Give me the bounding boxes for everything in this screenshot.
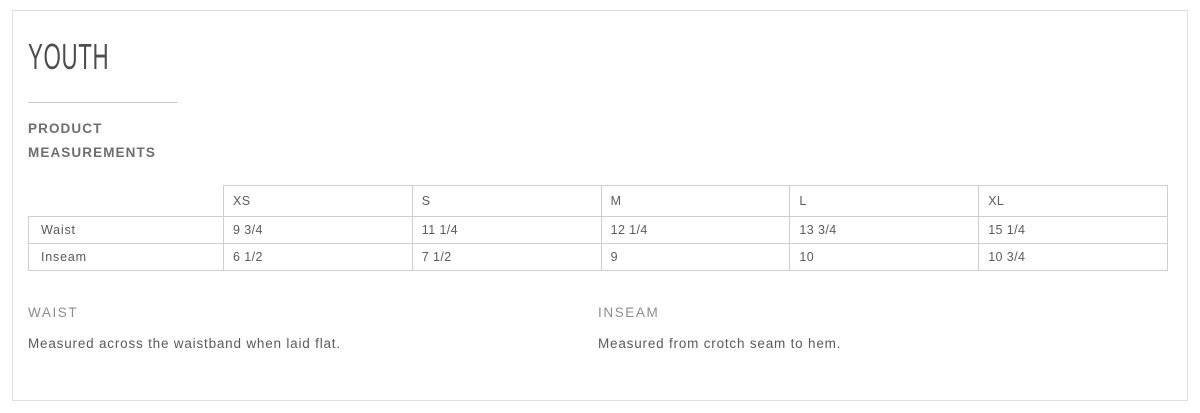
note-waist — [28, 305, 598, 351]
note-text-waist: Measured across the waistband when laid flat. — [28, 336, 341, 351]
table-row — [29, 217, 1168, 244]
measurement-notes — [28, 305, 1168, 351]
cell-inseam-l: 10 — [790, 244, 979, 271]
row-label-inseam: Inseam — [29, 244, 224, 271]
title-divider — [28, 102, 178, 103]
table-corner-cell — [29, 186, 224, 217]
note-title-waist: WAIST — [28, 305, 79, 320]
table-body — [29, 217, 1168, 271]
table-head — [29, 186, 1168, 217]
column-header-m: M — [601, 186, 790, 217]
section-subtitle-line1: PRODUCT — [28, 121, 103, 136]
page-title: YOUTH — [28, 36, 110, 77]
table-row — [29, 244, 1168, 271]
measurements-table — [28, 185, 1168, 271]
cell-inseam-m: 9 — [601, 244, 790, 271]
column-header-xs: XS — [224, 186, 413, 217]
row-label-waist: Waist — [29, 217, 224, 244]
cell-waist-m: 12 1/4 — [601, 217, 790, 244]
content-area — [28, 36, 1176, 351]
note-text-inseam: Measured from crotch seam to hem. — [598, 336, 842, 351]
column-header-l: L — [790, 186, 979, 217]
column-header-xl: XL — [979, 186, 1168, 217]
measurements-table-wrapper — [28, 185, 1168, 271]
column-header-s: S — [412, 186, 601, 217]
cell-inseam-s: 7 1/2 — [412, 244, 601, 271]
cell-waist-xl: 15 1/4 — [979, 217, 1168, 244]
cell-waist-xs: 9 3/4 — [224, 217, 413, 244]
table-header-row — [29, 186, 1168, 217]
cell-waist-s: 11 1/4 — [412, 217, 601, 244]
note-inseam — [598, 305, 1168, 351]
note-title-inseam: INSEAM — [598, 305, 660, 320]
cell-inseam-xl: 10 3/4 — [979, 244, 1168, 271]
cell-inseam-xs: 6 1/2 — [224, 244, 413, 271]
cell-waist-l: 13 3/4 — [790, 217, 979, 244]
section-subtitle-line2: MEASUREMENTS — [28, 145, 156, 160]
